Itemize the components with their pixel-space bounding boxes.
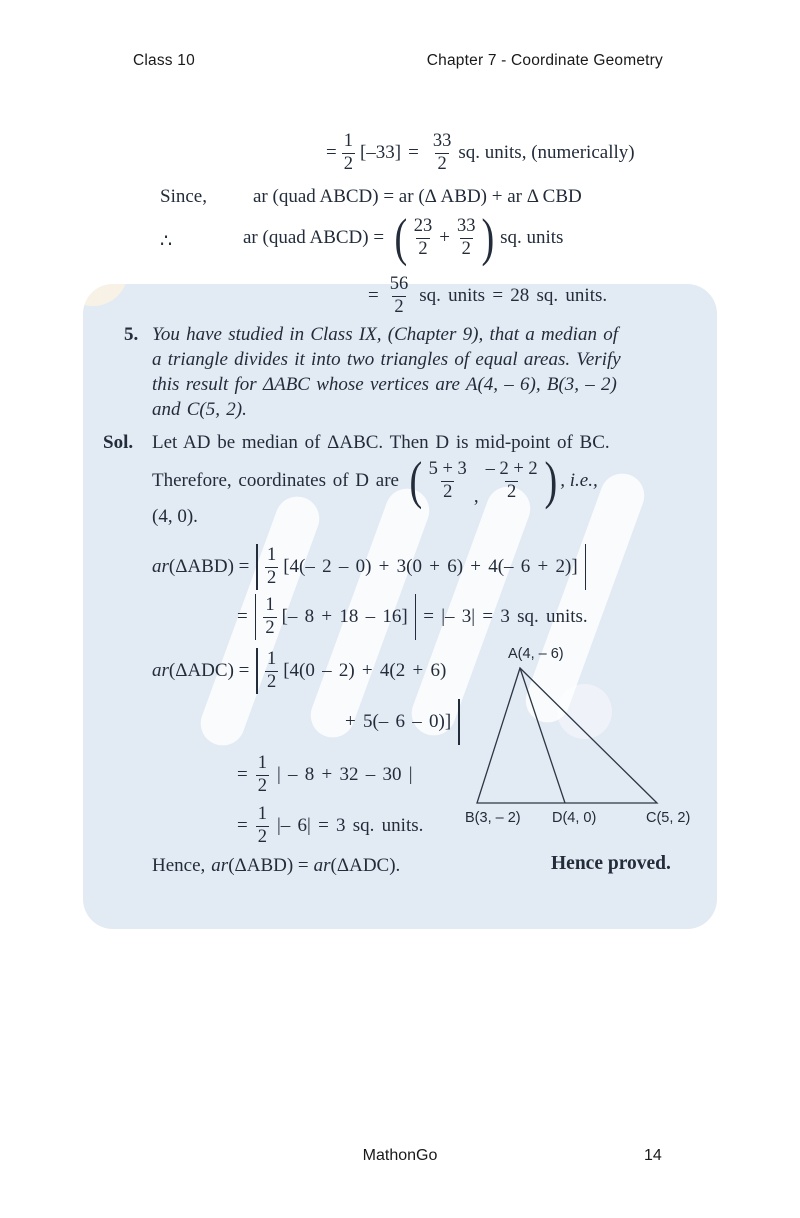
fraction-numerator: 5 + 3	[428, 459, 467, 480]
ie-text: , i.e.,	[560, 470, 598, 491]
question-text-line: this result for ΔABC whose vertices are A(4, – 6), B(3, – 2)	[152, 374, 617, 395]
median-ad	[520, 668, 565, 803]
fraction-numerator: 1	[265, 595, 275, 616]
units-text: sq. units, (numerically)	[458, 142, 635, 163]
vertex-a-label: A(4, – 6)	[508, 646, 564, 662]
fraction-denominator: 2	[437, 154, 447, 174]
lhs-text: (ΔADC) =	[168, 660, 250, 681]
fraction-numerator: 1	[266, 545, 277, 566]
since-label: Since,	[160, 186, 207, 207]
units-text: sq. units = 28 sq. units.	[419, 285, 608, 306]
point-d-label: D(4, 0)	[552, 810, 597, 826]
fraction-23-2	[412, 216, 435, 259]
ar-adc-line-4	[237, 801, 423, 851]
equals-sign: =	[237, 764, 248, 785]
fraction-denominator: 2	[265, 618, 275, 638]
question-text-line: You have studied in Class IX, (Chapter 9), that a median of	[152, 324, 618, 345]
fraction-denominator: 2	[343, 154, 353, 174]
plus-sign: +	[439, 227, 450, 248]
equals-sign: =	[408, 142, 419, 163]
question-number: 5.	[124, 324, 139, 345]
expression-text: [4(0 – 2) + 4(2 + 6)	[283, 660, 447, 681]
lhs-text: (ΔABD) =	[168, 556, 250, 577]
fraction-numerator: 56	[389, 274, 409, 295]
fraction-denominator: 2	[461, 239, 471, 259]
fraction-denominator: 2	[418, 239, 428, 259]
close-paren: )	[544, 451, 557, 510]
equation-line-1	[326, 127, 635, 179]
hence-line	[152, 854, 400, 878]
ar-symbol: ar	[211, 855, 229, 876]
fraction-56-2	[388, 274, 411, 317]
abs-bar	[256, 544, 258, 590]
fraction-1-2	[256, 753, 269, 796]
fraction-1-2	[265, 545, 278, 588]
fraction-numerator: 33	[456, 216, 476, 237]
fraction-1-2	[263, 595, 276, 638]
vertex-c-label: C(5, 2)	[646, 810, 691, 826]
result-text: = |– 3| = 3 sq. units.	[423, 606, 588, 627]
hence-text: Hence,	[152, 855, 206, 876]
question-text-line: a triangle divides it into two triangles of equal areas. Verify	[152, 349, 621, 370]
footer-page-number: 14	[644, 1147, 662, 1164]
lhs-text: ar (quad ABCD) =	[243, 227, 385, 248]
vertex-b-label: B(3, – 2)	[465, 810, 521, 826]
ar-adc-line-3	[237, 750, 413, 800]
expression-text: [– 8 + 18 – 16]	[281, 606, 408, 627]
bracket-term: [–33]	[359, 142, 402, 163]
abs-bar	[415, 594, 417, 640]
close-paren: )	[481, 208, 495, 267]
triangle-diagram	[452, 636, 714, 834]
fraction-denominator: 2	[266, 672, 277, 692]
fraction-denominator: 2	[266, 568, 277, 588]
fraction-numerator: 1	[257, 753, 267, 774]
fraction-numerator: 33	[432, 131, 452, 152]
abs-bar	[256, 648, 258, 694]
comma: ,	[473, 486, 479, 507]
abs-bar	[585, 544, 587, 590]
equals-sign: =	[237, 815, 248, 836]
equals-sign: =	[237, 606, 248, 627]
fraction-1-2	[265, 649, 278, 692]
area-sum-equation: ar (quad ABCD) = ar (Δ ABD) + ar Δ CBD	[253, 186, 582, 207]
fraction-midpoint-y	[484, 459, 540, 502]
header-class-label: Class 10	[133, 52, 195, 69]
open-paren: (	[394, 208, 408, 267]
solution-intro: Let AD be median of ΔABC. Then D is mid-point of BC.	[152, 432, 610, 453]
expression-text: + 5(– 6 – 0)]	[345, 711, 452, 732]
fraction-numerator: – 2 + 2	[485, 459, 538, 480]
watermark-corner-circle	[83, 284, 128, 306]
fraction-numerator: 1	[257, 804, 267, 825]
therefore-symbol: ∴	[160, 231, 173, 252]
fraction-midpoint-x	[427, 459, 469, 502]
equals-sign: =	[368, 285, 379, 306]
hence-proved-label: Hence proved.	[551, 853, 671, 874]
units-text: sq. units	[500, 227, 564, 248]
ar-symbol: ar	[152, 556, 169, 577]
fraction-denominator: 2	[257, 827, 267, 847]
fraction-denominator: 2	[394, 297, 404, 317]
coordinates-of-d-line	[152, 451, 598, 510]
fraction-1-2	[342, 131, 355, 174]
expression-text: | – 8 + 32 – 30 |	[276, 764, 413, 785]
fraction-33-2	[431, 131, 454, 174]
ar-symbol: ar	[313, 855, 331, 876]
ar-symbol: ar	[152, 660, 169, 681]
solution-label: Sol.	[103, 432, 134, 453]
question-text-line: and C(5, 2).	[152, 399, 247, 420]
point-d-value: (4, 0).	[152, 506, 198, 527]
fraction-numerator: 23	[413, 216, 433, 237]
fraction-denominator: 2	[443, 482, 453, 502]
fraction-1-2	[256, 804, 269, 847]
fraction-33-2	[455, 216, 478, 259]
equals-sign: =	[326, 142, 337, 163]
fraction-denominator: 2	[506, 482, 517, 502]
ar-abd-line-1	[152, 541, 593, 593]
ar-adc-line-1	[152, 645, 446, 697]
fraction-denominator: 2	[257, 776, 267, 796]
fraction-numerator: 1	[266, 649, 277, 670]
equation-text: (ΔADC).	[330, 855, 401, 876]
triangle-abc	[477, 668, 657, 803]
result-text: |– 6| = 3 sq. units.	[276, 815, 424, 836]
expression-text: [4(– 2 – 0) + 3(0 + 6) + 4(– 6 + 2)]	[283, 556, 578, 577]
abs-bar	[255, 594, 257, 640]
open-paren: (	[409, 451, 423, 510]
coordinates-text: Therefore, coordinates of D are	[152, 470, 399, 491]
equation-text: (ΔABD) =	[228, 855, 309, 876]
fraction-numerator: 1	[343, 131, 353, 152]
equation-line-3	[243, 208, 564, 267]
equation-line-4	[368, 271, 607, 321]
ar-adc-line-2	[345, 696, 467, 748]
footer-brand: MathonGo	[362, 1147, 438, 1164]
header-chapter-label: Chapter 7 - Coordinate Geometry	[426, 52, 663, 69]
